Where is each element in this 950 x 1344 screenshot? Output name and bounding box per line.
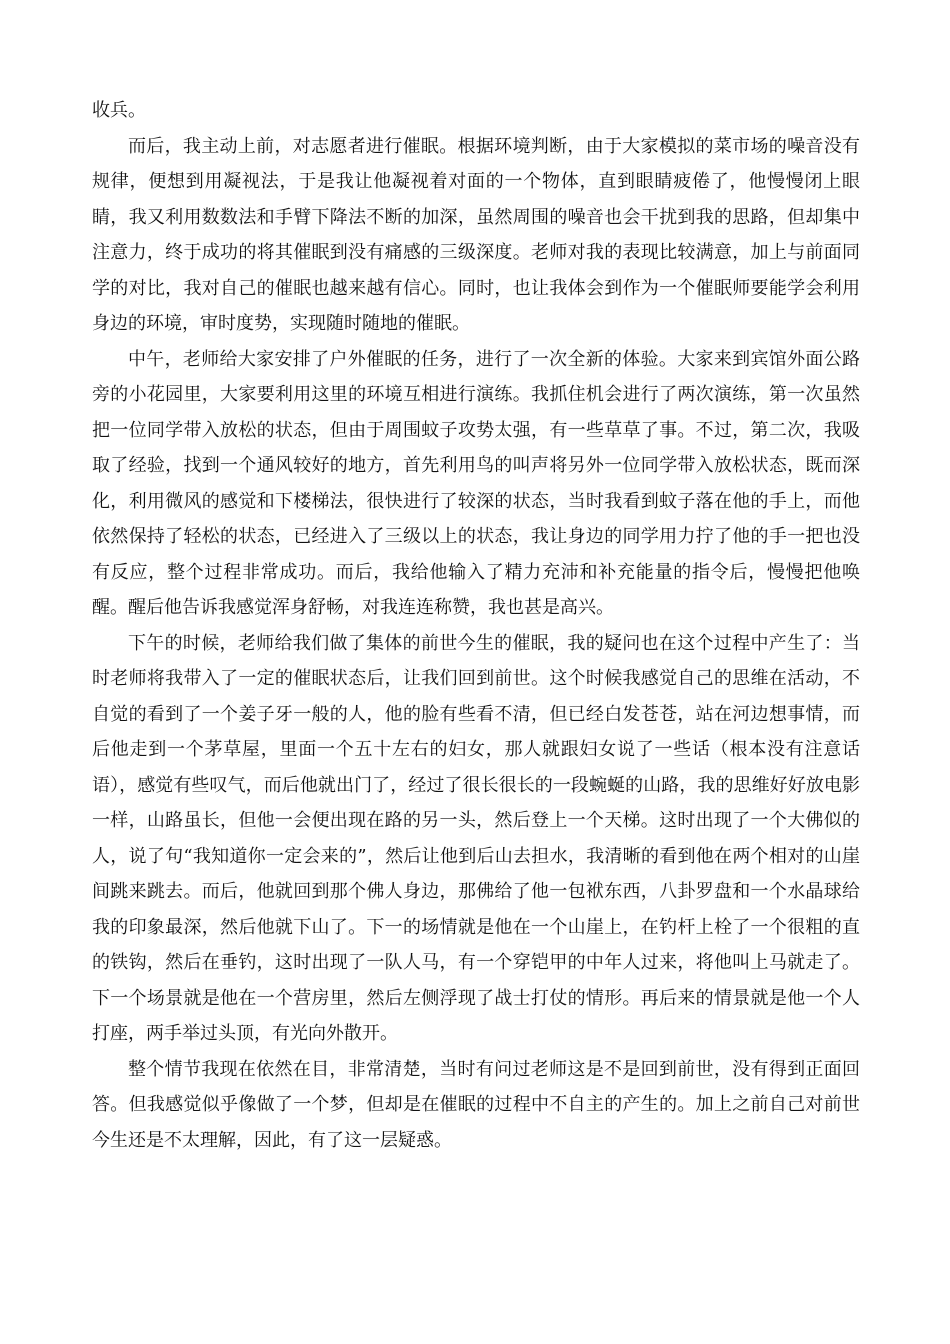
- paragraph-outdoor-hypnosis: 中午，老师给大家安排了户外催眠的任务，进行了一次全新的体验。大家来到宾馆外面公路旁的小花园里，大家要利用这里的环境互相进行演练。我抓住机会进行了两次演练，第一次虽然把一位同学带入放松的状态，但由于周围蚊子攻势太强，有一些草草了事。不过，第二次，我吸取了经验，找到一个通风较好的地方，首先利用鸟的叫声将另外一位同学带入放松状态，既而深化，利用微风的感觉和下楼梯法，很快进行了较深的状态，当时我看到蚊子落在他的手上，而他依然保持了轻松的状态，已经进入了三级以上的状态，我让身边的同学用力拧了他的手一把也没有反应，整个过程非常成功。而后，我给他输入了精力充沛和补充能量的指令后，慢慢把他唤醒。醒后他告诉我感觉浑身舒畅，对我连连称赞，我也甚是高兴。: [92, 348, 860, 618]
- paragraph-reflection: 整个情节我现在依然在目，非常清楚，当时有问过老师这是不是回到前世，没有得到正面回答。但我感觉似乎像做了一个梦，但却是在催眠的过程中不自主的产生的。加上之前自己对前世今生还是不太理解，因此，有了这一层疑惑。: [92, 1058, 860, 1151]
- paragraph-self-hypnosis-practice: 而后，我主动上前，对志愿者进行催眠。根据环境判断，由于大家模拟的菜市场的噪音没有规律，便想到用凝视法，于是我让他凝视着对面的一个物体，直到眼睛疲倦了，他慢慢闭上眼睛，我又利用数数法和手臂下降法不断的加深，虽然周围的噪音也会干扰到我的思路，但却集中注意力，终于成功的将其催眠到没有痛感的三级深度。老师对我的表现比较满意，加上与前面同学的对比，我对自己的催眠也越来越有信心。同时，也让我体会到作为一个催眠师要能学会利用身边的环境，审时度势，实现随时随地的催眠。: [92, 135, 860, 334]
- document-page: [92, 93, 860, 1158]
- paragraph-past-life-session: 下午的时候，老师给我们做了集体的前世今生的催眠，我的疑问也在这个过程中产生了：当时老师将我带入了一定的催眠状态后，让我们回到前世。这个时候我感觉自己的思维在活动，不自觉的看到了一个姜子牙一般的人，他的脸有些看不清，但已经白发苍苍，站在河边想事情，而后他走到一个茅草屋，里面一个五十左右的妇女，那人就跟妇女说了一些话（根本没有注意话语），感觉有些叹气，而后他就出门了，经过了很长很长的一段蜿蜒的山路，我的思维好好放电影一样，山路虽长，但他一会便出现在路的另一头，然后登上一个天梯。这时出现了一个大佛似的人，说了句“我知道你一定会来的”，然后让他到后山去担水，我清晰的看到他在两个相对的山崖间跳来跳去。而后，他就回到那个佛人身边，那佛给了他一包袱东西，八卦罗盘和一个水晶球给我的印象最深，然后他就下山了。下一的场情就是他在一个山崖上，在钓杆上栓了一个很粗的直的铁钩，然后在垂钓，这时出现了一队人马，有一个穿铠甲的中年人过来，将他叫上马就走了。下一个场景就是他在一个营房里，然后左侧浮现了战士打仗的情形。再后来的情景就是他一个人打座，两手举过头顶，有光向外散开。: [92, 632, 860, 1044]
- paragraph-continuation: 收兵。: [92, 100, 146, 121]
